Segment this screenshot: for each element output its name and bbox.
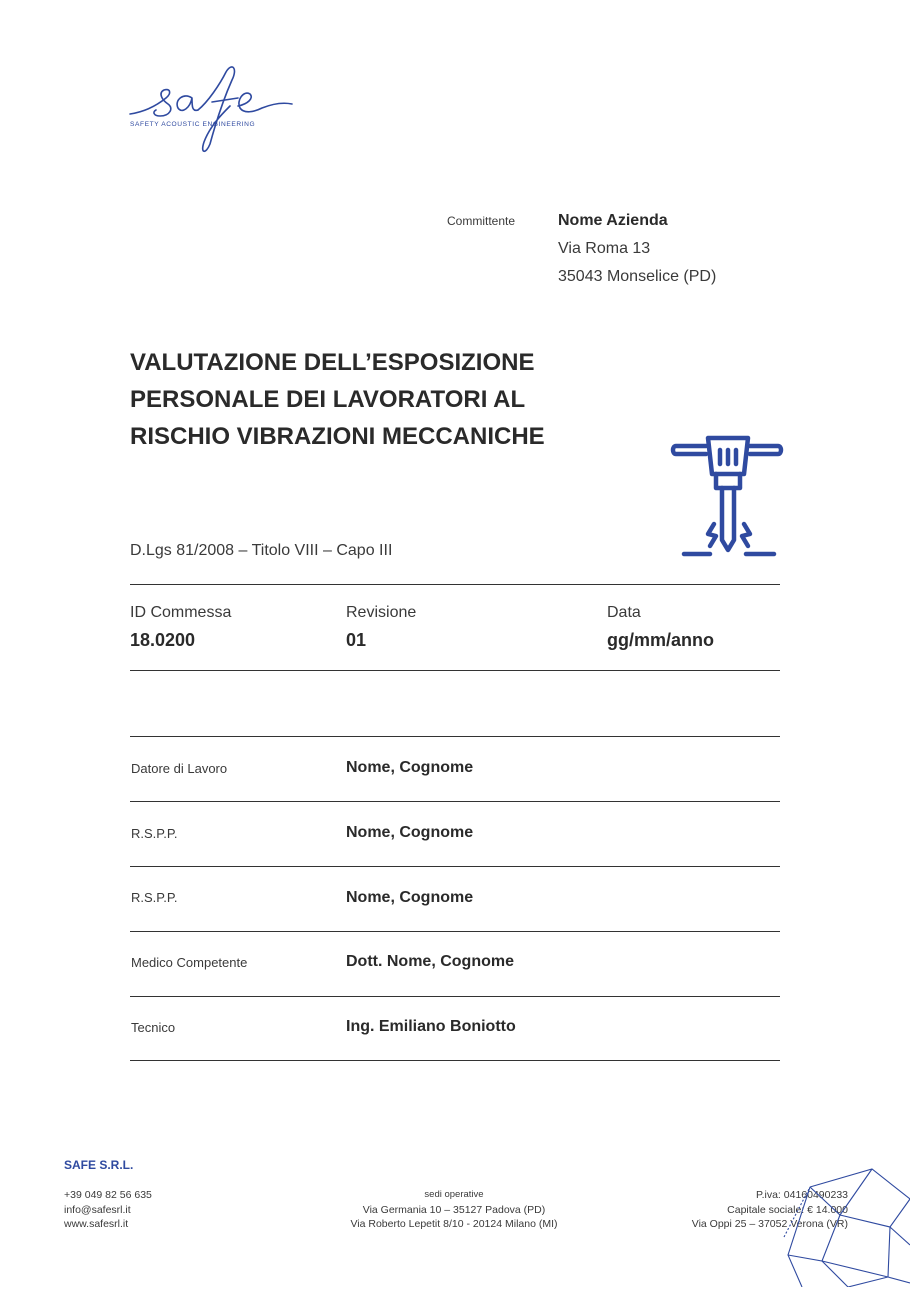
footer-contacts (64, 1188, 152, 1232)
role-value: Ing. Emiliano Boniotto (346, 1018, 516, 1035)
divider (130, 996, 780, 997)
document-subtitle: D.Lgs 81/2008 – Titolo VIII – Capo III (130, 542, 393, 559)
divider (130, 584, 780, 585)
footer-email: info@safesrl.it (64, 1203, 131, 1216)
role-label: R.S.P.P. (131, 890, 178, 905)
role-label: Datore di Lavoro (131, 761, 228, 776)
meta-label-revision: Revisione (346, 604, 417, 621)
logo-tagline: SAFETY ACOUSTIC ENGINEERING (130, 121, 256, 128)
divider (130, 1060, 780, 1061)
client-address-line2: 35043 Monselice (PD) (558, 268, 717, 285)
footer-capital: Capitale sociale: € 14.000 (727, 1203, 848, 1216)
footer-sites-label: sedi operative (424, 1189, 484, 1200)
role-value: Dott. Nome, Cognome (346, 953, 514, 970)
polyhedron-decoration-icon (780, 1165, 910, 1287)
meta-value-revision: 01 (346, 630, 367, 650)
client-address-line1: Via Roma 13 (558, 240, 651, 257)
footer-site-padova: Via Germania 10 – 35127 Padova (PD) (362, 1203, 546, 1216)
divider (130, 931, 780, 932)
document-title: VALUTAZIONE DELL’ESPOSIZIONE PERSONALE DEI LAVORATORI AL RISCHIO VIBRAZIONI MECCANICHE (130, 349, 545, 450)
client-label: Committente (447, 214, 516, 228)
meta-value-date: gg/mm/anno (607, 630, 714, 650)
footer-phone: +39 049 82 56 635 (64, 1189, 152, 1201)
divider (130, 736, 780, 737)
footer-company-name: SAFE S.R.L. (64, 1158, 134, 1172)
footer-site-milano: Via Roberto Lepetit 8/10 - 20124 Milano (MI) (350, 1218, 558, 1230)
role-label: Medico Competente (131, 955, 248, 970)
divider (130, 801, 780, 802)
company-logo (126, 62, 306, 157)
footer-web: www.safesrl.it (64, 1218, 129, 1230)
client-name: Nome Azienda (558, 212, 668, 229)
divider (130, 866, 780, 867)
footer-vat: P.iva: 04160490233 (755, 1189, 848, 1201)
footer-site-verona: Via Oppi 25 – 37052 Verona (VR) (691, 1218, 848, 1230)
meta-label-date: Data (607, 604, 641, 621)
divider (130, 670, 780, 671)
role-value: Nome, Cognome (346, 889, 474, 906)
safe-wordmark-logo (126, 62, 306, 157)
meta-label-id: ID Commessa (130, 604, 232, 621)
role-label: Tecnico (131, 1020, 176, 1035)
role-label: R.S.P.P. (131, 826, 178, 841)
footer-sites (300, 1188, 608, 1232)
jackhammer-icon (670, 432, 786, 564)
role-value: Nome, Cognome (346, 824, 474, 841)
meta-value-id: 18.0200 (130, 630, 196, 650)
role-value: Nome, Cognome (346, 759, 474, 776)
